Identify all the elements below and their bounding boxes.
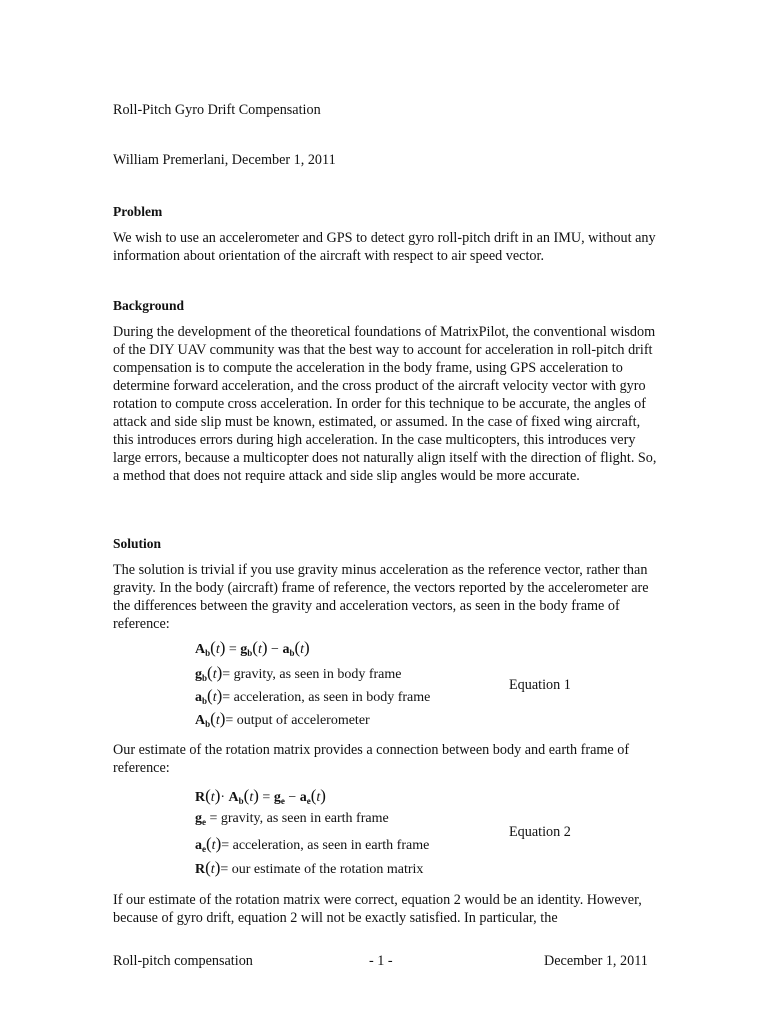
problem-heading: Problem <box>113 204 163 219</box>
eq2-acceleration-text: = acceleration, as seen in earth frame <box>221 838 430 853</box>
equation-1-label: Equation 1 <box>509 677 571 693</box>
eq1-gravity-text: = gravity, as seen in body frame <box>222 667 402 682</box>
eq1-acceleration-text: = acceleration, as seen in body frame <box>222 690 431 705</box>
equation-2-main: $R(t)\cdot A_b(t) = g_e - a_e(t)$ <box>195 786 326 806</box>
equation-1-gravity-def: $g_b(t)=$ gravity, as seen in body frame <box>195 663 402 683</box>
document-title: Roll-Pitch Gyro Drift Compensation <box>113 102 321 118</box>
rotation-matrix-paragraph: Our estimate of the rotation matrix provides a connection between body and earth frame of reference: <box>113 742 630 776</box>
solution-paragraph: The solution is trivial if you use gravity minus acceleration as the reference vector, rather than gravity. In the body (aircraft) frame of reference, the vectors reported by the accelerometer are the differences between the gravity and acceleration vectors, as seen in the body frame of reference: <box>113 562 649 632</box>
footer-right: December 1, 2011 <box>544 953 648 969</box>
solution-heading: Solution <box>113 536 162 551</box>
equation-2-rotation-def: R(t)= our estimate of the rotation matrix <box>195 858 424 877</box>
eq2-gravity-text: = gravity, as seen in earth frame <box>209 811 389 826</box>
equation-1-accelerometer-def: $A_b(t)=$ output of accelerometer <box>195 709 370 729</box>
equation-2-acceleration-def: $a_e(t)=$ acceleration, as seen in earth frame <box>195 834 430 854</box>
page-number: - 1 - <box>369 953 393 969</box>
equation-1-acceleration-def: $a_b(t)=$ acceleration, as seen in body frame <box>195 686 431 706</box>
equation-1-main: $A_b(t) = g_b(t) - a_b(t)$ <box>195 638 310 658</box>
background-paragraph: During the development of the theoretical foundations of MatrixPilot, the conventional wisdom of the DIY UAV community was that the best way to account for acceleration in roll-pitch drift compensation is to compute the acceleration in the body frame, using GPS acceleration to determine forward acceleration, and the cross product of the aircraft velocity vector with gyro rotation to compute cross acceleration. In order for this technique to be accurate, the angles of attack and side slip must be known, estimated, or assumed. In the case of fixed wing aircraft, this introduces errors during high acceleration. In the case multicopters, this introduces very large errors, because a multicopter does not naturally align itself with the direction of flight. So, a method that does not require attack and side slip angles would be more accurate. <box>113 324 657 484</box>
problem-paragraph: We wish to use an accelerometer and GPS to detect gyro roll-pitch drift in an IMU, without any information about orientation of the aircraft with respect to air speed vector. <box>113 230 656 264</box>
equation-2-gravity-def: $g_e$ = gravity, as seen in earth frame <box>195 811 389 827</box>
footer-left: Roll-pitch compensation <box>113 953 253 969</box>
background-heading: Background <box>113 298 185 313</box>
eq1-accelerometer-text: = output of accelerometer <box>225 713 370 728</box>
equation-2-label: Equation 2 <box>509 824 571 840</box>
author-line: William Premerlani, December 1, 2011 <box>113 152 336 168</box>
identity-paragraph: If our estimate of the rotation matrix were correct, equation 2 would be an identity. However, because of gyro drift, equation 2 will not be exactly satisfied. In particular, the <box>113 892 642 926</box>
eq2-rotation-text: = our estimate of the rotation matrix <box>220 862 424 877</box>
